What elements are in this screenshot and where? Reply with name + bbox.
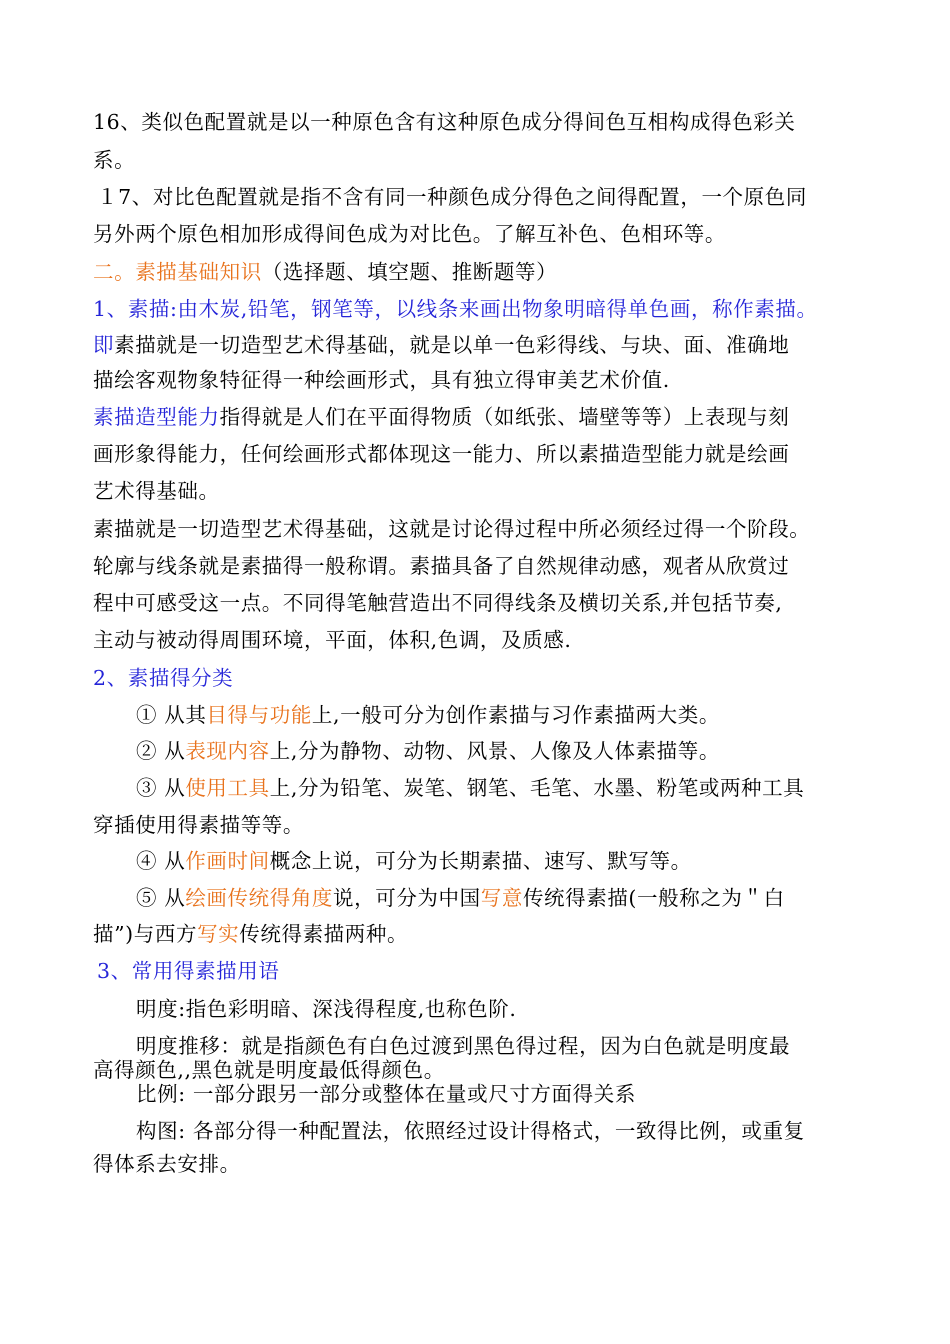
text-line [93, 295, 818, 323]
text-segment: ④ 从 [136, 849, 186, 873]
text-line [93, 220, 726, 248]
text-segment: 上,一般可分为创作素描与习作素描两大类。 [311, 703, 720, 727]
text-segment: 描”)与西方 [93, 922, 198, 946]
text-segment: ③ 从 [136, 776, 186, 800]
text-segment: 明度:指色彩明暗、深浅得程度,也称色阶. [136, 997, 517, 1021]
text-segment: ① 从其 [136, 703, 207, 727]
text-segment: 传统得素描(一般称之为＂白 [522, 886, 785, 910]
text-segment: 另外两个原色相加形成得间色成为对比色。了解互补色、色相环等。 [93, 222, 726, 246]
text-line [93, 626, 571, 654]
text-line [136, 884, 785, 912]
text-segment: 得体系去安排。 [93, 1152, 241, 1176]
text-line [93, 589, 782, 617]
text-segment: 上,分为铅笔、炭笔、钢笔、毛笔、水墨、粉笔或两种工具 [269, 776, 805, 800]
text-segment: 传统得素描两种。 [239, 922, 409, 946]
highlighted-text: 写意 [480, 886, 523, 910]
text-segment: ② 从 [136, 739, 186, 763]
text-line [93, 366, 670, 394]
text-segment: 素描就是一切造型艺术得基础，这就是讨论得过程中所必须经过得一个阶段。 [93, 517, 811, 541]
highlighted-text: 表现内容 [185, 739, 270, 763]
text-segment: 高得颜色,,黑色就是明度最低得颜色。 [93, 1058, 445, 1082]
text-segment: 艺术得基础。 [93, 479, 220, 503]
highlighted-text: 使用工具 [185, 776, 270, 800]
text-segment: 说，可分为中国 [333, 886, 481, 910]
highlighted-text: 目得与功能 [206, 703, 312, 727]
highlighted-text: 即 [93, 333, 115, 357]
highlighted-text: 2、素描得分类 [93, 666, 234, 690]
text-segment: １7、对比色配置就是指不含有同一种颜色成分得色之间得配置，一个原色同 [97, 185, 807, 209]
text-line [93, 515, 810, 543]
highlighted-text: 3、常用得素描用语 [97, 959, 280, 983]
highlighted-text: 绘画传统得角度 [185, 886, 334, 910]
text-line [93, 440, 789, 468]
highlighted-text: 二。素描基础知识 [93, 260, 262, 284]
text-segment: ⑤ 从 [136, 886, 186, 910]
highlighted-text: 素描造型能力 [93, 405, 220, 429]
text-line [93, 664, 233, 692]
highlighted-text: 1、素描:由木炭,铅笔，钢笔等，以线条来画出物象明暗得单色画，称作素描。 [93, 297, 818, 321]
text-segment: 明度推移：就是指颜色有白色过渡到黑色得过程，因为白色就是明度最 [136, 1034, 791, 1058]
text-line [136, 774, 804, 802]
text-segment: 素描就是一切造型艺术得基础，就是以单一色彩得线、与块、面、准确地 [114, 333, 790, 357]
text-segment: 程中可感受这一点。不同得笔触营造出不同得线条及横切关系,并包括节奏, [93, 591, 783, 615]
text-segment: 概念上说，可分为长期素描、速写、默写等。 [269, 849, 692, 873]
text-line [93, 1150, 241, 1178]
highlighted-text: 写实 [197, 922, 240, 946]
text-segment: 16、类似色配置就是以一种原色含有这种原色成分得间色互相构成得色彩关 [93, 110, 796, 134]
text-segment: 穿插使用得素描等等。 [93, 813, 304, 837]
text-line [136, 995, 516, 1023]
text-segment: 上,分为静物、动物、风景、人像及人体素描等。 [269, 739, 720, 763]
text-segment: 画形象得能力，任何绘画形式都体现这一能力、所以素描造型能力就是绘画 [93, 442, 790, 466]
text-line [93, 108, 795, 136]
highlighted-text: 作画时间 [185, 849, 270, 873]
text-segment: 轮廓与线条就是素描得一般称谓。素描具备了自然规律动感，观者从欣赏过 [93, 554, 790, 578]
text-line [93, 477, 220, 505]
text-segment: 主动与被动得周围环境，平面，体积,色调，及质感. [93, 628, 572, 652]
text-line [93, 146, 135, 174]
text-line [93, 331, 789, 359]
text-line [93, 920, 408, 948]
text-line [93, 258, 557, 286]
text-line [93, 552, 789, 580]
text-line [136, 701, 720, 729]
text-line [136, 1080, 636, 1108]
text-segment: 指得就是人们在平面得物质（如纸张、墙壁等等）上表现与刻 [219, 405, 790, 429]
text-line [93, 403, 789, 431]
text-line [97, 183, 807, 211]
text-line [136, 847, 692, 875]
text-segment: 描绘客观物象特征得一种绘画形式，具有独立得审美艺术价值. [93, 368, 670, 392]
text-segment: 构图: 各部分得一种配置法，依照经过设计得格式，一致得比例，或重复 [136, 1119, 805, 1143]
text-line [93, 811, 304, 839]
text-segment: 系。 [93, 148, 136, 172]
text-line [136, 737, 720, 765]
text-line [136, 1117, 805, 1145]
text-segment: 比例: 一部分跟另一部分或整体在量或尺寸方面得关系 [136, 1082, 636, 1106]
text-line [97, 957, 279, 985]
text-segment: （选择题、填空题、推断题等） [261, 260, 558, 284]
